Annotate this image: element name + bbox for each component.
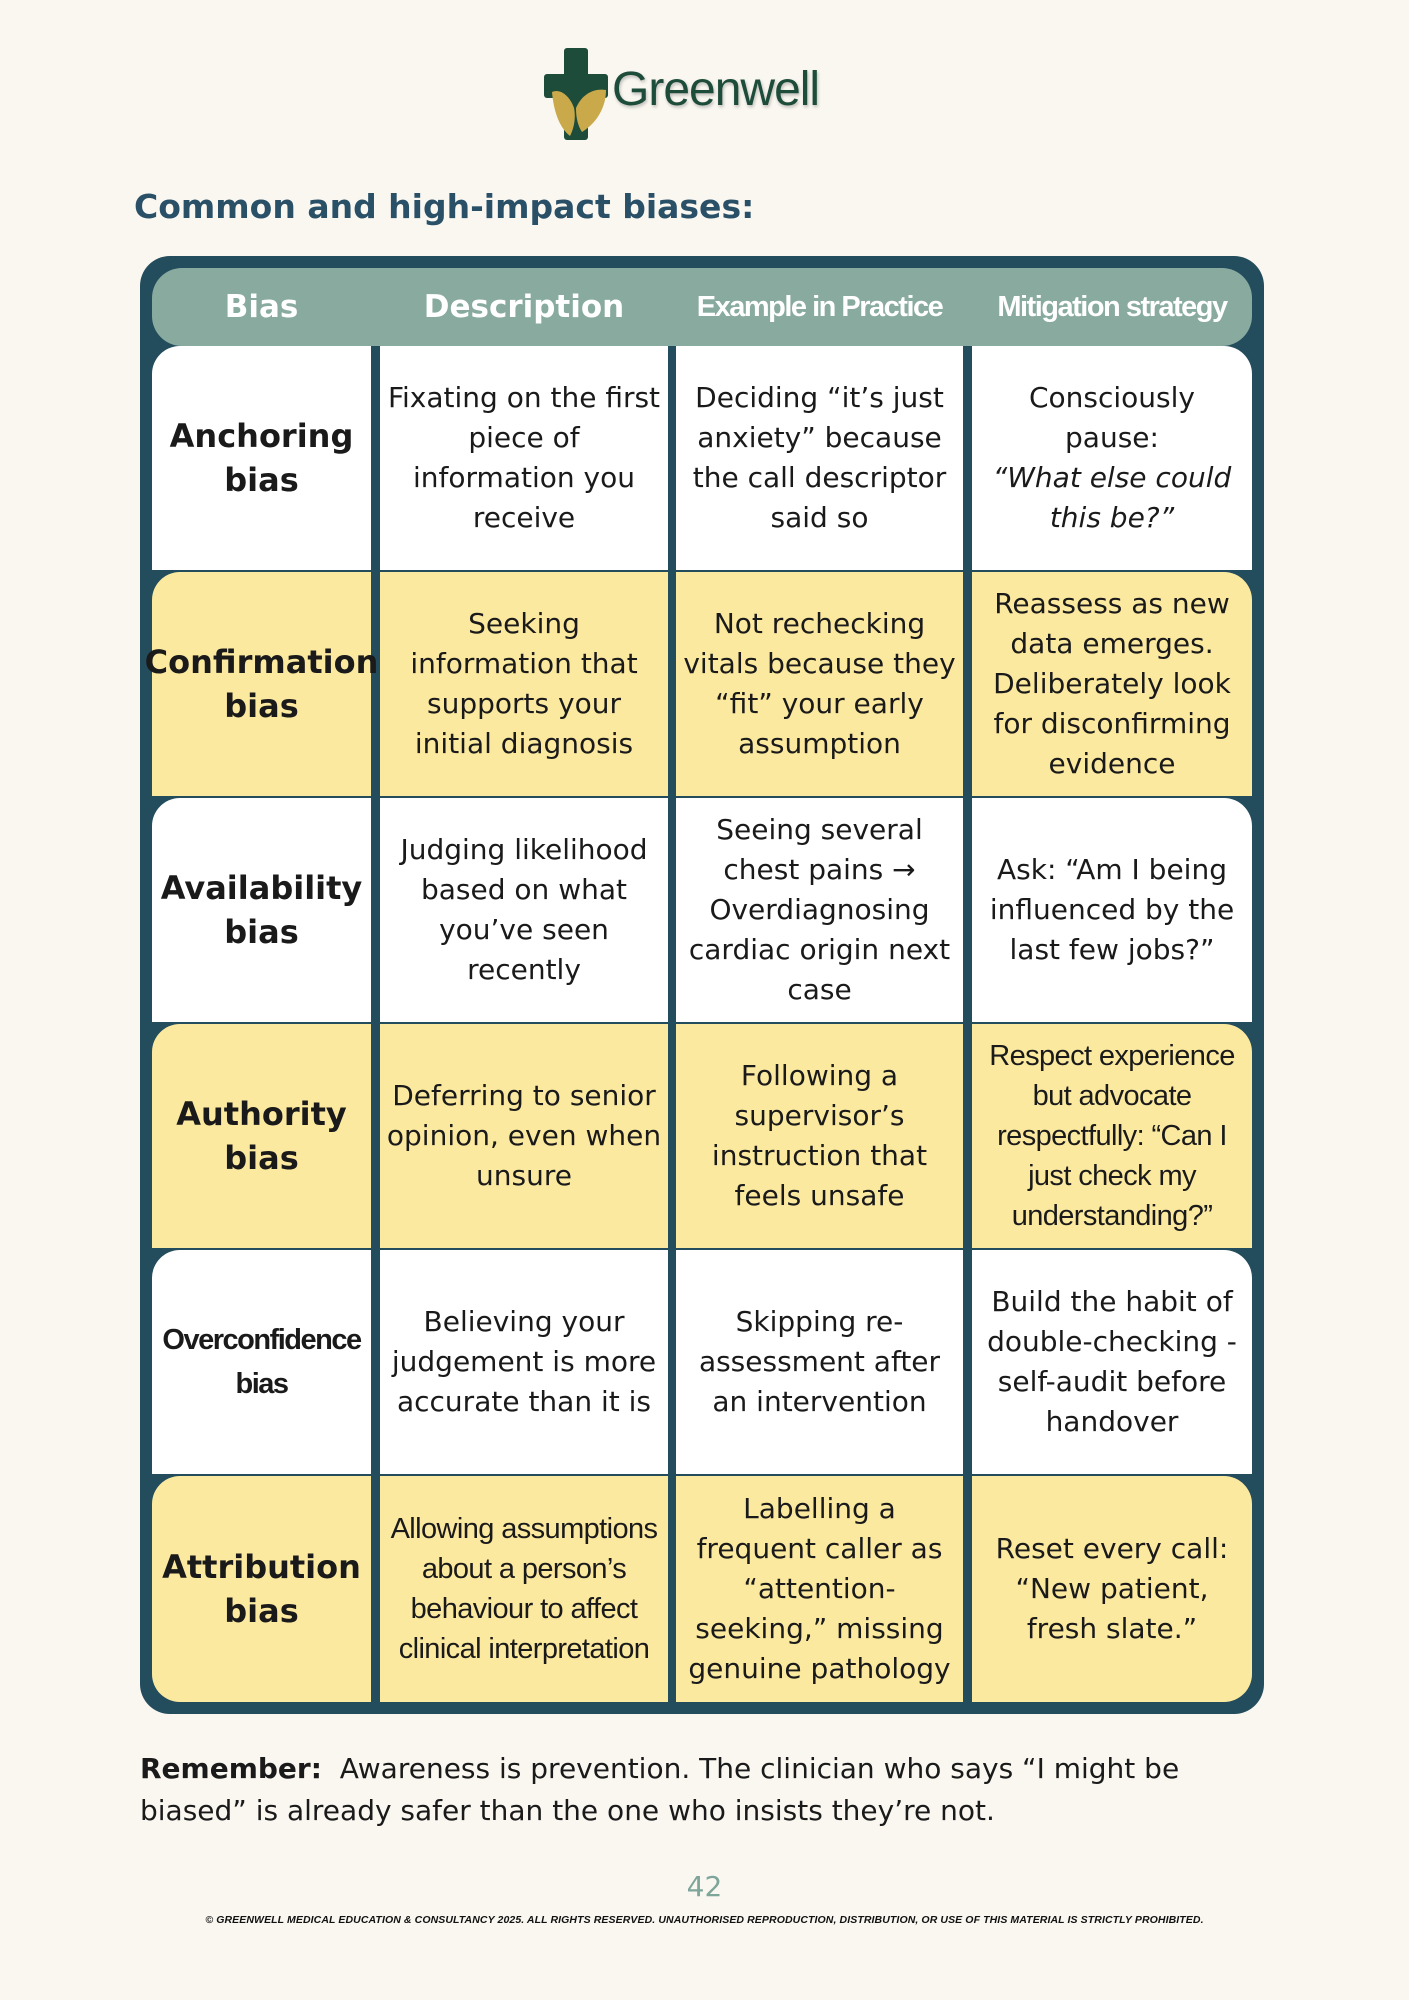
copyright-notice: © GREENWELL MEDICAL EDUCATION & CONSULTANCY 2025. ALL RIGHTS RESERVED. UNAUTHORISED REPRODUCTION, DISTRIBUTION, OR USE OF THIS MATERIAL IS STRICTLY PROHIBITED.: [205, 1914, 1204, 1926]
page-number: 42: [686, 1870, 723, 1903]
greenwell-logo: [540, 44, 860, 144]
header-description: Description: [423, 289, 625, 325]
mitigation-anchoring-text: Consciously pause:: [1028, 381, 1195, 454]
mitigation-confirmation: Reassess as new data emerges. Deliberately look for disconfirming evidence: [972, 572, 1252, 796]
bias-confirmation: Confirmation bias: [152, 572, 371, 796]
example-anchoring: Deciding “it’s just anxiety” because the call descriptor said so: [676, 346, 963, 570]
bias-attribution: Attribution bias: [152, 1476, 371, 1702]
description-overconfidence: Believing your judgement is more accurate than it is: [380, 1250, 668, 1474]
bias-anchoring: Anchoring bias: [152, 346, 371, 570]
bias-overconfidence: Overconfidence bias: [152, 1250, 371, 1474]
remember-note: [140, 1748, 1290, 1832]
remember-label: Remember:: [140, 1752, 322, 1785]
description-attribution: Allowing assumptions about a person’s behaviour to affect clinical interpretation: [380, 1476, 668, 1702]
example-availability: Seeing several chest pains → Overdiagnosing cardiac origin next case: [676, 798, 963, 1022]
mitigation-authority: Respect experience but advocate respectfully: “Can I just check my understanding?”: [972, 1024, 1252, 1248]
description-authority: Deferring to senior opinion, even when unsure: [380, 1024, 668, 1248]
bias-table: [140, 256, 1264, 1714]
section-heading: Common and high-impact biases:: [134, 187, 755, 226]
mitigation-anchoring: [972, 346, 1252, 570]
bias-authority: Authority bias: [152, 1024, 371, 1248]
description-anchoring: Fixating on the first piece of information you receive: [380, 346, 668, 570]
description-confirmation: Seeking information that supports your initial diagnosis: [380, 572, 668, 796]
bias-availability: Availability bias: [152, 798, 371, 1022]
example-overconfidence: Skipping re-assessment after an intervention: [676, 1250, 963, 1474]
example-authority: Following a supervisor’s instruction that feels unsafe: [676, 1024, 963, 1248]
mitigation-attribution: Reset every call: “New patient, fresh slate.”: [972, 1476, 1252, 1702]
brand-name: Greenwell: [612, 63, 820, 116]
description-availability: Judging likelihood based on what you’ve seen recently: [380, 798, 668, 1022]
mitigation-availability: Ask: “Am I being influenced by the last few jobs?”: [972, 798, 1252, 1022]
header-example: Example in Practice: [696, 290, 943, 323]
remember-text: Awareness is prevention. The clinician who says “I might be biased” is already safer than the one who insists they’re not.: [140, 1752, 1180, 1827]
header-bias: Bias: [224, 289, 299, 325]
mitigation-anchoring-quote: “What else could this be?”: [992, 461, 1232, 534]
cross-leaf-icon: [540, 44, 612, 144]
example-attribution: Labelling a frequent caller as “attention-seeking,” missing genuine pathology: [676, 1476, 963, 1702]
example-confirmation: Not rechecking vitals because they “fit” your early assumption: [676, 572, 963, 796]
mitigation-overconfidence: Build the habit of double-checking - self-audit before handover: [972, 1250, 1252, 1474]
header-mitigation: Mitigation strategy: [997, 290, 1227, 323]
